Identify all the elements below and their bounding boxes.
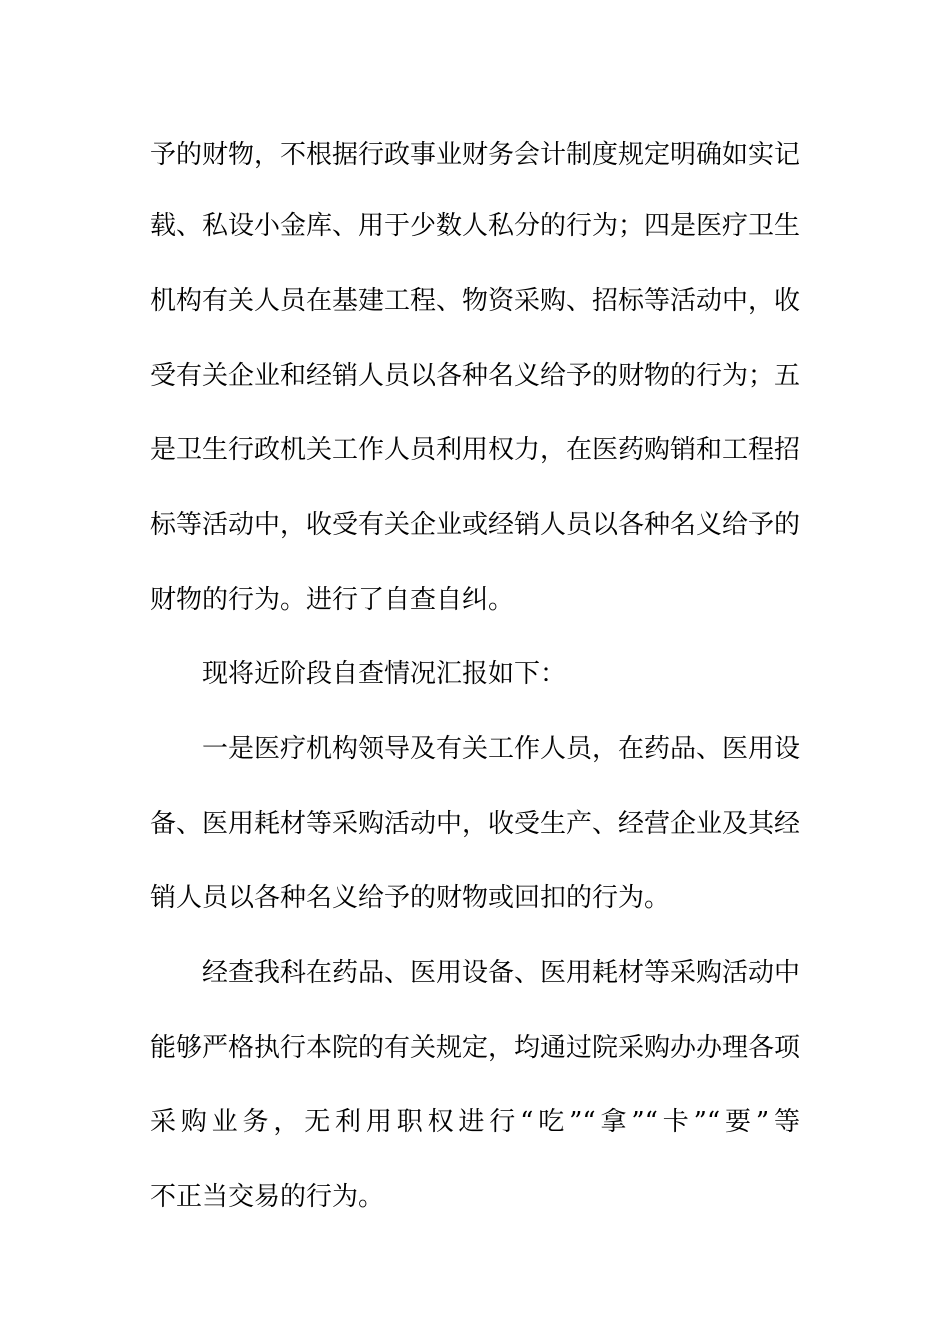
text-line-7: 财物的行为。进行了自查自纠。: [150, 585, 515, 615]
text-line-15: 不正当交易的行为。: [150, 1182, 385, 1212]
text-line-2: 载、私设小金库、用于少数人私分的行为；四是医疗卫生: [150, 211, 801, 241]
text-line-4: 受有关企业和经销人员以各种名义给予的财物的行为；五: [150, 361, 801, 391]
text-line-10: 备、医用耗材等采购活动中，收受生产、经营企业及其经: [150, 809, 801, 839]
text-line-9: 一是医疗机构领导及有关工作人员，在药品、医用设: [202, 734, 801, 764]
text-line-14: 采购业务，无利用职权进行“吃”“拿”“卡”“要”等: [150, 1107, 800, 1137]
text-line-5: 是卫生行政机关工作人员利用权力，在医药购销和工程招: [150, 435, 801, 465]
text-line-6: 标等活动中，收受有关企业或经销人员以各种名义给予的: [150, 510, 801, 540]
text-line-12: 经查我科在药品、医用设备、医用耗材等采购活动中: [202, 958, 801, 988]
text-line-13: 能够严格执行本院的有关规定，均通过院采购办办理各项: [150, 1033, 801, 1063]
text-line-3: 机构有关人员在基建工程、物资采购、招标等活动中，收: [150, 286, 801, 316]
text-line-11: 销人员以各种名义给予的财物或回扣的行为。: [150, 883, 671, 913]
text-line-8: 现将近阶段自查情况汇报如下：: [202, 659, 567, 689]
text-line-1: 予的财物，不根据行政事业财务会计制度规定明确如实记: [150, 140, 801, 170]
